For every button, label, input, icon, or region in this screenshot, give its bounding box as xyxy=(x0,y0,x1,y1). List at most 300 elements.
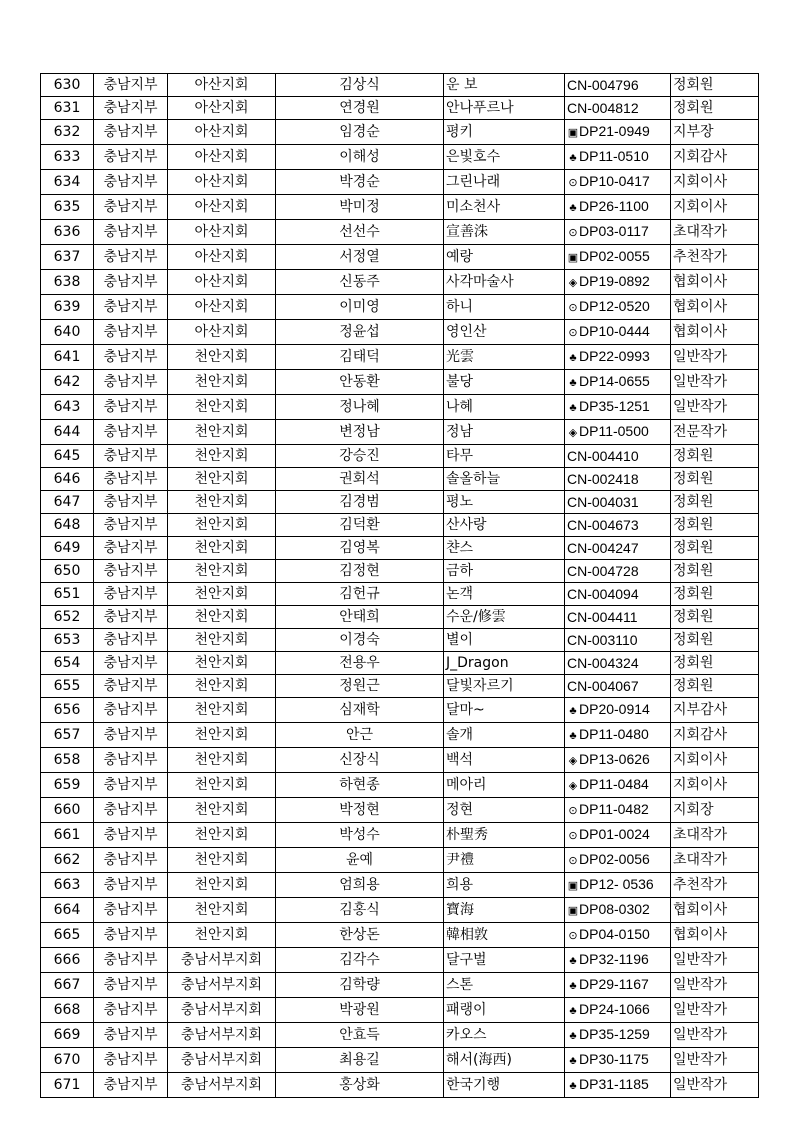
alias-cell xyxy=(444,798,565,823)
grade-mark-icon: ♣ xyxy=(569,730,577,742)
chapter-cell xyxy=(168,675,276,698)
alias-cell-text: 정현 xyxy=(446,802,474,818)
branch-cell-text: 충남지부 xyxy=(103,927,158,943)
table-row xyxy=(41,698,759,723)
role-cell-text: 정회원 xyxy=(673,100,714,116)
role-cell xyxy=(671,120,759,145)
chapter-cell-text: 천안지회 xyxy=(194,752,249,768)
role-cell xyxy=(671,270,759,295)
member-code-text: DP21-0949 xyxy=(579,123,650,139)
branch-cell-text: 충남지부 xyxy=(103,563,158,579)
alias-cell-text: 은빛호수 xyxy=(446,149,501,165)
branch-cell xyxy=(94,120,168,145)
member-name xyxy=(276,491,444,514)
alias-cell xyxy=(444,1048,565,1073)
member-name xyxy=(276,560,444,583)
chapter-cell-text: 천안지회 xyxy=(194,927,249,943)
alias-cell-text: 달구벌 xyxy=(446,952,487,968)
member-name xyxy=(276,748,444,773)
member-code xyxy=(565,973,671,998)
table-row xyxy=(41,1023,759,1048)
row-number xyxy=(41,998,94,1023)
member-code-text: CN-004673 xyxy=(567,517,639,533)
alias-cell xyxy=(444,629,565,652)
member-name xyxy=(276,514,444,537)
member-code-text: DP35-1251 xyxy=(579,398,650,414)
table-row xyxy=(41,773,759,798)
row-number-text: 642 xyxy=(53,374,81,390)
member-code-text: DP11-0480 xyxy=(579,726,649,742)
member-code-text: DP12- 0536 xyxy=(579,876,654,892)
alias-cell xyxy=(444,370,565,395)
member-code-text: DP03-0117 xyxy=(579,223,649,239)
member-code xyxy=(565,97,671,120)
chapter-cell-text: 아산지회 xyxy=(194,77,249,93)
role-cell-text: 협회이사 xyxy=(673,274,728,290)
alias-cell xyxy=(444,145,565,170)
branch-cell xyxy=(94,629,168,652)
branch-cell xyxy=(94,370,168,395)
member-name xyxy=(276,468,444,491)
member-name-text: 정윤섭 xyxy=(339,324,380,340)
alias-cell-text: 하니 xyxy=(446,299,474,315)
chapter-cell xyxy=(168,560,276,583)
member-code-text: DP04-0150 xyxy=(579,926,650,942)
chapter-cell xyxy=(168,295,276,320)
alias-cell-text: 예랑 xyxy=(446,249,474,265)
member-name xyxy=(276,606,444,629)
member-name xyxy=(276,723,444,748)
chapter-cell xyxy=(168,270,276,295)
chapter-cell xyxy=(168,823,276,848)
row-number xyxy=(41,1048,94,1073)
member-name xyxy=(276,948,444,973)
alias-cell-text: 寶海 xyxy=(446,902,474,918)
member-name-text: 정원근 xyxy=(339,678,380,694)
chapter-cell-text: 아산지회 xyxy=(194,324,249,340)
role-cell-text: 정회원 xyxy=(673,678,714,694)
member-name-text: 김헌규 xyxy=(339,586,380,602)
member-name xyxy=(276,370,444,395)
chapter-cell xyxy=(168,220,276,245)
role-cell-text: 추천작가 xyxy=(673,249,728,265)
member-name-text: 심재학 xyxy=(339,702,380,718)
member-code-text: DP32-1196 xyxy=(579,951,649,967)
role-cell xyxy=(671,1023,759,1048)
table-row xyxy=(41,848,759,873)
role-cell xyxy=(671,629,759,652)
branch-cell xyxy=(94,420,168,445)
member-name-text: 김경범 xyxy=(339,494,380,510)
chapter-cell xyxy=(168,948,276,973)
alias-cell xyxy=(444,698,565,723)
member-name-text: 박경순 xyxy=(339,174,380,190)
alias-cell-text: 솔개 xyxy=(446,727,474,743)
chapter-cell xyxy=(168,1073,276,1098)
branch-cell-text: 충남지부 xyxy=(103,586,158,602)
grade-mark-icon: ◈ xyxy=(568,427,578,439)
row-number-text: 637 xyxy=(53,249,81,265)
member-name-text: 신장식 xyxy=(339,752,380,768)
member-code xyxy=(565,698,671,723)
chapter-cell xyxy=(168,629,276,652)
alias-cell-text: 수운/修雲 xyxy=(446,609,506,625)
alias-cell-text: 산사랑 xyxy=(446,517,487,533)
alias-cell-text: 한국기행 xyxy=(446,1077,501,1093)
alias-cell-text: 논객 xyxy=(446,586,474,602)
alias-cell xyxy=(444,723,565,748)
alias-cell-text: 운 보 xyxy=(446,77,478,93)
role-cell-text: 일반작가 xyxy=(673,952,728,968)
member-code-text: DP10-0417 xyxy=(579,173,650,189)
table-row xyxy=(41,560,759,583)
member-name xyxy=(276,652,444,675)
branch-cell xyxy=(94,1023,168,1048)
role-cell xyxy=(671,723,759,748)
branch-cell-text: 충남지부 xyxy=(103,224,158,240)
branch-cell xyxy=(94,145,168,170)
alias-cell xyxy=(444,560,565,583)
branch-cell xyxy=(94,1048,168,1073)
member-code-text: DP14-0655 xyxy=(579,373,650,389)
chapter-cell xyxy=(168,170,276,195)
chapter-cell xyxy=(168,898,276,923)
member-code-text: CN-004031 xyxy=(567,494,639,510)
role-cell-text: 정회원 xyxy=(673,494,714,510)
member-name xyxy=(276,295,444,320)
row-number-text: 641 xyxy=(53,349,81,365)
branch-cell-text: 충남지부 xyxy=(103,494,158,510)
member-name xyxy=(276,220,444,245)
chapter-cell-text: 천안지회 xyxy=(194,448,249,464)
member-code xyxy=(565,245,671,270)
grade-mark-icon: ⊙ xyxy=(568,830,578,842)
role-cell-text: 초대작가 xyxy=(673,852,728,868)
member-code-text: DP01-0024 xyxy=(579,826,650,842)
member-code-text: DP11-0482 xyxy=(579,801,649,817)
branch-cell xyxy=(94,245,168,270)
row-number xyxy=(41,295,94,320)
member-name-text: 안태희 xyxy=(339,609,380,625)
branch-cell xyxy=(94,195,168,220)
branch-cell-text: 충남지부 xyxy=(103,471,158,487)
branch-cell-text: 충남지부 xyxy=(103,1052,158,1068)
branch-cell-text: 충남지부 xyxy=(103,399,158,415)
table-row xyxy=(41,370,759,395)
table-row xyxy=(41,1048,759,1073)
member-code xyxy=(565,514,671,537)
role-cell-text: 지회감사 xyxy=(673,727,728,743)
member-code-text: DP08-0302 xyxy=(579,901,650,917)
table-row xyxy=(41,723,759,748)
branch-cell xyxy=(94,973,168,998)
member-name xyxy=(276,1048,444,1073)
branch-cell xyxy=(94,395,168,420)
table-row xyxy=(41,195,759,220)
alias-cell xyxy=(444,873,565,898)
alias-cell xyxy=(444,923,565,948)
branch-cell xyxy=(94,583,168,606)
row-number-text: 656 xyxy=(53,702,81,718)
row-number-text: 651 xyxy=(53,586,81,602)
table-row xyxy=(41,1073,759,1098)
member-code xyxy=(565,170,671,195)
chapter-cell-text: 아산지회 xyxy=(194,299,249,315)
role-cell xyxy=(671,948,759,973)
chapter-cell xyxy=(168,723,276,748)
alias-cell xyxy=(444,97,565,120)
table-row xyxy=(41,748,759,773)
member-name-text: 연경원 xyxy=(339,100,380,116)
role-cell xyxy=(671,773,759,798)
branch-cell xyxy=(94,923,168,948)
branch-cell xyxy=(94,270,168,295)
member-name-text: 안근 xyxy=(345,727,374,743)
member-name-text: 권회석 xyxy=(339,471,380,487)
member-name-text: 홍상화 xyxy=(339,1077,380,1093)
member-code-text: DP29-1167 xyxy=(579,976,649,992)
branch-cell xyxy=(94,873,168,898)
member-name xyxy=(276,145,444,170)
member-name-text: 김정현 xyxy=(339,563,380,579)
role-cell-text: 전문작가 xyxy=(673,424,728,440)
member-roster-table xyxy=(40,73,759,1098)
member-name-text: 한상돈 xyxy=(339,927,380,943)
table-row xyxy=(41,245,759,270)
alias-cell xyxy=(444,1073,565,1098)
role-cell-text: 일반작가 xyxy=(673,977,728,993)
table-row xyxy=(41,873,759,898)
chapter-cell xyxy=(168,537,276,560)
member-name-text: 박정현 xyxy=(339,802,380,818)
member-name xyxy=(276,973,444,998)
role-cell xyxy=(671,145,759,170)
grade-mark-icon: ⊙ xyxy=(568,227,578,239)
member-name xyxy=(276,848,444,873)
branch-cell-text: 충남지부 xyxy=(103,877,158,893)
chapter-cell xyxy=(168,973,276,998)
row-number-text: 645 xyxy=(53,448,81,464)
chapter-cell xyxy=(168,652,276,675)
branch-cell xyxy=(94,652,168,675)
role-cell xyxy=(671,395,759,420)
member-name-text: 박광원 xyxy=(339,1002,380,1018)
role-cell xyxy=(671,220,759,245)
member-code xyxy=(565,420,671,445)
role-cell xyxy=(671,998,759,1023)
row-number xyxy=(41,97,94,120)
branch-cell-text: 충남지부 xyxy=(103,517,158,533)
member-name xyxy=(276,898,444,923)
branch-cell xyxy=(94,320,168,345)
alias-cell xyxy=(444,948,565,973)
member-code xyxy=(565,270,671,295)
role-cell xyxy=(671,606,759,629)
alias-cell xyxy=(444,1023,565,1048)
alias-cell-text: 평노 xyxy=(446,494,474,510)
alias-cell xyxy=(444,74,565,97)
row-number xyxy=(41,491,94,514)
branch-cell xyxy=(94,948,168,973)
member-code xyxy=(565,723,671,748)
member-name xyxy=(276,445,444,468)
alias-cell xyxy=(444,295,565,320)
member-code-text: DP13-0626 xyxy=(579,751,650,767)
branch-cell xyxy=(94,773,168,798)
role-cell-text: 정회원 xyxy=(673,586,714,602)
role-cell-text: 정회원 xyxy=(673,448,714,464)
grade-mark-icon: ♣ xyxy=(569,980,577,992)
role-cell xyxy=(671,537,759,560)
member-code xyxy=(565,120,671,145)
member-code xyxy=(565,652,671,675)
alias-cell-text: 카오스 xyxy=(446,1027,487,1043)
role-cell-text: 초대작가 xyxy=(673,827,728,843)
member-name-text: 김영복 xyxy=(339,540,380,556)
table-row xyxy=(41,345,759,370)
branch-cell xyxy=(94,97,168,120)
role-cell-text: 정회원 xyxy=(673,517,714,533)
grade-mark-icon: ♣ xyxy=(569,1055,577,1067)
member-name-text: 김홍식 xyxy=(339,902,380,918)
member-name xyxy=(276,97,444,120)
table-row xyxy=(41,97,759,120)
chapter-cell xyxy=(168,606,276,629)
member-name xyxy=(276,195,444,220)
role-cell xyxy=(671,170,759,195)
row-number-text: 671 xyxy=(53,1077,81,1093)
alias-cell-text: 희용 xyxy=(446,877,474,893)
branch-cell-text: 충남지부 xyxy=(103,77,158,93)
role-cell xyxy=(671,923,759,948)
alias-cell xyxy=(444,675,565,698)
role-cell-text: 정회원 xyxy=(673,77,714,93)
table-row xyxy=(41,629,759,652)
member-name-text: 이해성 xyxy=(339,149,380,165)
role-cell-text: 지회이사 xyxy=(673,752,728,768)
branch-cell xyxy=(94,848,168,873)
branch-cell-text: 충남지부 xyxy=(103,448,158,464)
role-cell-text: 지회이사 xyxy=(673,174,728,190)
role-cell xyxy=(671,195,759,220)
member-code xyxy=(565,468,671,491)
chapter-cell xyxy=(168,798,276,823)
member-name xyxy=(276,1073,444,1098)
table-row xyxy=(41,395,759,420)
role-cell-text: 일반작가 xyxy=(673,1027,728,1043)
alias-cell-text: 백석 xyxy=(446,752,474,768)
alias-cell xyxy=(444,320,565,345)
chapter-cell-text: 천안지회 xyxy=(194,678,249,694)
role-cell xyxy=(671,973,759,998)
role-cell xyxy=(671,583,759,606)
member-name-text: 김상식 xyxy=(339,77,380,93)
alias-cell xyxy=(444,220,565,245)
role-cell xyxy=(671,445,759,468)
member-code-text: DP26-1100 xyxy=(579,198,649,214)
branch-cell-text: 충남지부 xyxy=(103,777,158,793)
alias-cell xyxy=(444,823,565,848)
table-row xyxy=(41,652,759,675)
branch-cell-text: 충남지부 xyxy=(103,678,158,694)
member-code xyxy=(565,145,671,170)
row-number xyxy=(41,420,94,445)
alias-cell xyxy=(444,973,565,998)
member-code xyxy=(565,898,671,923)
chapter-cell xyxy=(168,345,276,370)
chapter-cell-text: 아산지회 xyxy=(194,124,249,140)
row-number xyxy=(41,468,94,491)
row-number-text: 662 xyxy=(53,852,81,868)
alias-cell xyxy=(444,606,565,629)
alias-cell-text: 달마~ xyxy=(446,702,485,718)
chapter-cell xyxy=(168,1023,276,1048)
table-row xyxy=(41,898,759,923)
member-code xyxy=(565,923,671,948)
row-number xyxy=(41,514,94,537)
role-cell xyxy=(671,823,759,848)
row-number-text: 655 xyxy=(53,678,81,694)
alias-cell-text: 챤스 xyxy=(446,540,474,556)
alias-cell xyxy=(444,898,565,923)
row-number-text: 636 xyxy=(53,224,81,240)
row-number xyxy=(41,848,94,873)
branch-cell-text: 충남지부 xyxy=(103,100,158,116)
member-code-text: CN-004410 xyxy=(567,448,639,464)
branch-cell-text: 충남지부 xyxy=(103,249,158,265)
role-cell xyxy=(671,468,759,491)
member-code-text: DP19-0892 xyxy=(579,273,650,289)
member-name xyxy=(276,629,444,652)
member-name xyxy=(276,675,444,698)
alias-cell xyxy=(444,537,565,560)
branch-cell-text: 충남지부 xyxy=(103,174,158,190)
branch-cell xyxy=(94,345,168,370)
role-cell xyxy=(671,514,759,537)
branch-cell-text: 충남지부 xyxy=(103,827,158,843)
member-code-text: DP11-0500 xyxy=(579,423,649,439)
grade-mark-icon: ♣ xyxy=(569,955,577,967)
role-cell-text: 지부장 xyxy=(673,124,714,140)
alias-cell xyxy=(444,468,565,491)
row-number xyxy=(41,973,94,998)
member-name xyxy=(276,583,444,606)
alias-cell xyxy=(444,170,565,195)
row-number xyxy=(41,145,94,170)
branch-cell xyxy=(94,748,168,773)
chapter-cell-text: 충남서부지회 xyxy=(180,952,263,968)
chapter-cell-text: 천안지회 xyxy=(194,632,249,648)
row-number-text: 658 xyxy=(53,752,81,768)
member-name-text: 김각수 xyxy=(339,952,380,968)
row-number xyxy=(41,823,94,848)
chapter-cell-text: 천안지회 xyxy=(194,399,249,415)
alias-cell-text: 달빛자르기 xyxy=(446,678,514,694)
branch-cell xyxy=(94,798,168,823)
alias-cell-text: 솔올하늘 xyxy=(446,471,501,487)
chapter-cell xyxy=(168,1048,276,1073)
row-number xyxy=(41,1073,94,1098)
table-row xyxy=(41,998,759,1023)
alias-cell xyxy=(444,773,565,798)
alias-cell-text: 미소천사 xyxy=(446,199,501,215)
row-number-text: 647 xyxy=(53,494,81,510)
row-number-text: 639 xyxy=(53,299,81,315)
alias-cell xyxy=(444,491,565,514)
branch-cell xyxy=(94,675,168,698)
member-code-text: CN-004812 xyxy=(567,100,639,116)
member-code xyxy=(565,629,671,652)
